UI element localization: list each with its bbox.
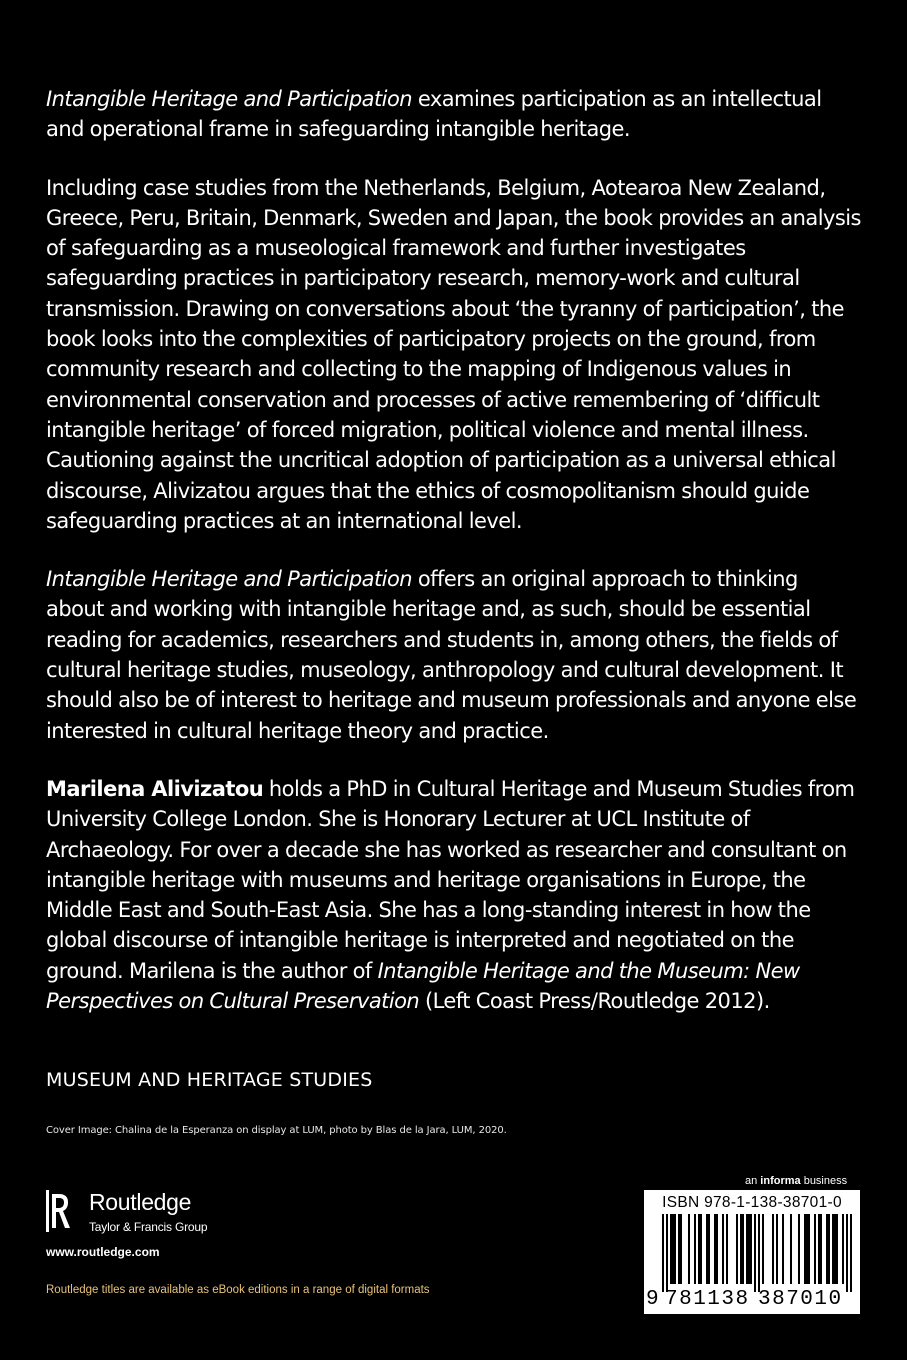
cover-image-credit: Cover Image: Chalina de la Esperanza on display at LUM, photo by Blas de la Jara, LUM, 2020. [46, 1125, 507, 1136]
barcode-bar [726, 1214, 728, 1284]
barcode-bar [818, 1214, 820, 1284]
description-paragraph-3 [46, 564, 861, 746]
barcode-bar [762, 1214, 764, 1284]
barcode-bar [804, 1214, 806, 1284]
barcode-bar [714, 1214, 716, 1284]
informa-brand: informa [760, 1175, 801, 1187]
barcode-bar [670, 1214, 672, 1284]
barcode-bar [828, 1214, 830, 1284]
barcode-bar [740, 1214, 742, 1284]
barcode-bar [680, 1214, 682, 1284]
ebook-availability-note: Routledge titles are available as eBook editions in a range of digital formats [46, 1284, 430, 1296]
barcode-bar [748, 1214, 750, 1284]
author-name: Marilena Alivizatou [46, 776, 264, 801]
author-bio [46, 774, 861, 1016]
barcode-bar [688, 1214, 690, 1284]
barcode-bar [700, 1214, 702, 1284]
barcode-bar [820, 1214, 822, 1284]
barcode-bar [836, 1214, 838, 1284]
barcode-bar [808, 1214, 810, 1284]
barcode-bar [776, 1214, 778, 1284]
barcode-bar [674, 1214, 676, 1284]
barcode-bar [826, 1214, 828, 1284]
author-previous-book-info: (Left Coast Press/Routledge 2012). [419, 989, 770, 1014]
author-previous-book-title: Intangible Heritage and the Museum: New Perspectives on Cultural Preservation [46, 958, 800, 1014]
barcode-bar [694, 1214, 696, 1284]
barcode-bar [814, 1214, 816, 1284]
barcode-bar [716, 1214, 718, 1284]
barcode-bar [708, 1214, 710, 1284]
barcode-bars [652, 1214, 852, 1292]
barcode-bar [742, 1214, 744, 1284]
publisher-url[interactable]: www.routledge.com [46, 1245, 160, 1259]
barcode-bar [750, 1214, 752, 1284]
isbn-barcode [644, 1190, 860, 1314]
publisher-group: Taylor & Francis Group [89, 1220, 208, 1234]
barcode-bar [832, 1214, 834, 1284]
barcode-bar [842, 1214, 844, 1284]
barcode-bar [662, 1214, 664, 1292]
ean-left-group: 781138 [665, 1288, 750, 1311]
book-title-italic: Intangible Heritage and Participation [46, 567, 413, 592]
back-cover-text [46, 84, 861, 1044]
isbn-label: ISBN 978-1-138-38701-0 [662, 1194, 842, 1211]
barcode-bar [746, 1214, 748, 1284]
barcode-bar [782, 1214, 784, 1284]
description-paragraph-2: Including case studies from the Netherlands, Belgium, Aotearoa New Zealand, Greece, Peru, Britain, Denmark, Sweden and Japan, the book provides an analysis of safeguarding as a museological framework and further investigates safeguarding practices in participatory research, memory-work and cultural transmission. Drawing on conversations about ‘the tyranny of participation’, the book looks into the complexities of participatory projects on the ground, from community research and collecting to the mapping of Indigenous values in environmental conservation and processes of active remembering of ‘difficult intangible heritage’ of forced migration, political violence and mental illness. Cautioning against the uncritical adoption of participation as a universal ethical discourse, Alivizatou argues that the ethics of cosmopolitanism should guide safeguarding practices at an international level. [46, 175, 861, 533]
informa-business-label: an informa business [745, 1175, 848, 1187]
barcode-bar [834, 1214, 836, 1284]
barcode-bar [678, 1214, 680, 1284]
routledge-r-logo-icon [46, 1190, 72, 1232]
publisher-name: Routledge [89, 1189, 192, 1215]
series-name: MUSEUM AND HERITAGE STUDIES [46, 1069, 373, 1091]
barcode-bar [798, 1214, 800, 1284]
barcode-bar [672, 1214, 674, 1284]
barcode-bar [790, 1214, 792, 1284]
barcode-bar [666, 1214, 668, 1292]
barcode-bar [698, 1214, 700, 1284]
author-bio-text: holds a PhD in Cultural Heritage and Museum Studies from University College London. She is Honorary Lecturer at UCL Institute of Archaeology. For over a decade she has worked as researcher and consultant on intangible heritage with museums and heritage organisations in Europe, the Middle East and South-East Asia. She has a long-standing interest in how the global discourse of intangible heritage is interpreted and negotiated on the ground. Marilena is the author of [46, 776, 855, 983]
ean-right-group: 387010 [758, 1288, 843, 1311]
barcode-bar [806, 1214, 808, 1284]
barcode-bar [722, 1214, 724, 1284]
barcode-bar [758, 1214, 760, 1292]
description-text: offers an original approach to thinking about and working with intangible heritage and, as such, should be essential reading for academics, researchers and students in, among others, the fields of cultural heritage studies, museology, anthropology and cultural development. It should also be of interest to heritage and museum professionals and anyone else interested in cultural heritage theory and practice. [46, 567, 857, 743]
barcode-bar [706, 1214, 708, 1284]
barcode-bar [846, 1214, 848, 1292]
barcode-bar [772, 1214, 774, 1284]
ean-first-digit: 9 [646, 1288, 659, 1311]
barcode-bar [736, 1214, 738, 1284]
description-text: examines participation as an intellectual and operational frame in safeguarding intangible heritage. [46, 87, 822, 142]
barcode-bar [850, 1214, 852, 1292]
barcode-bar [754, 1214, 756, 1292]
description-paragraph-1 [46, 84, 861, 145]
book-title-italic: Intangible Heritage and Participation [46, 87, 413, 111]
